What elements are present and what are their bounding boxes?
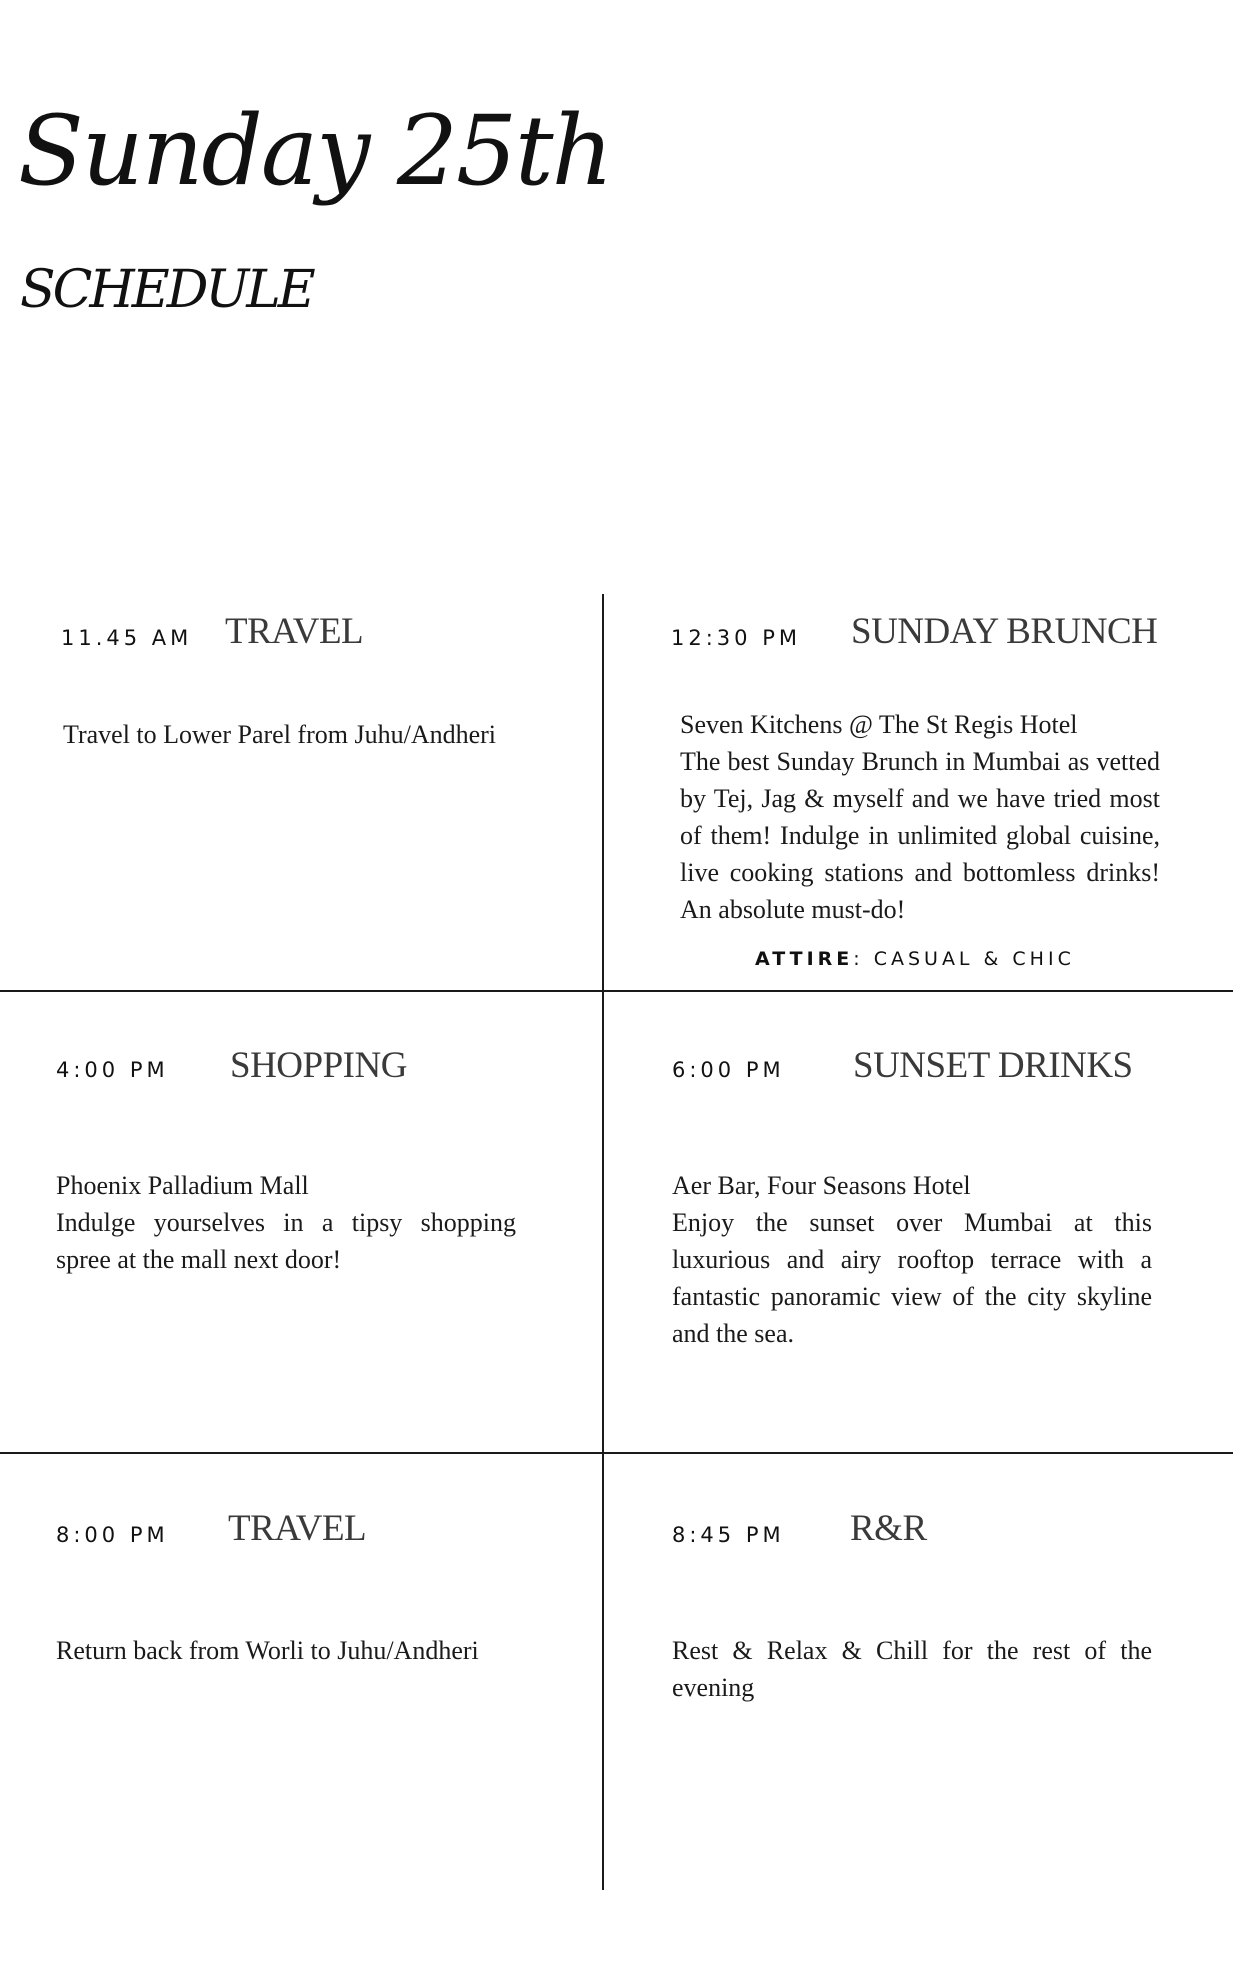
event-time: 4:00 PM (56, 1058, 169, 1082)
event-time: 8:45 PM (672, 1523, 785, 1547)
event-venue: Phoenix Palladium Mall (56, 1171, 309, 1200)
row-divider (0, 1452, 1233, 1454)
event-time: 11.45 AM (61, 626, 193, 650)
event-time: 8:00 PM (56, 1523, 169, 1547)
event-title: TRAVEL (225, 611, 364, 652)
event-description: Enjoy the sunset over Mumbai at this luxurious and airy rooftop terrace with a fantastic panoramic view of the city skyline and the sea. (672, 1208, 1152, 1348)
page-subtitle: SCHEDULE (20, 260, 313, 320)
attire-value: : CASUAL & CHIC (853, 948, 1075, 970)
event-venue: Seven Kitchens @ The St Regis Hotel (680, 710, 1078, 739)
attire-note (755, 947, 1075, 971)
event-description: Return back from Worli to Juhu/Andheri (56, 1636, 479, 1665)
event-description: Rest & Relax & Chill for the rest of the evening (672, 1636, 1152, 1702)
event-venue: Aer Bar, Four Seasons Hotel (672, 1171, 971, 1200)
event-title: SHOPPING (230, 1045, 407, 1086)
event-title: SUNDAY BRUNCH (851, 611, 1158, 652)
attire-label: ATTIRE (755, 948, 854, 970)
column-divider (602, 594, 604, 1890)
event-description: The best Sunday Brunch in Mumbai as vetted by Tej, Jag & myself and we have tried most of them! Indulge in unlimited global cuisine, live cooking stations and bottomless drinks! An absolute must-do! (680, 747, 1160, 924)
event-time: 12:30 PM (671, 626, 801, 650)
event-time: 6:00 PM (672, 1058, 785, 1082)
row-divider (0, 990, 1233, 992)
event-description: Indulge yourselves in a tipsy shopping spree at the mall next door! (56, 1208, 516, 1274)
event-description: Travel to Lower Parel from Juhu/Andheri (63, 720, 497, 749)
event-title: TRAVEL (228, 1508, 367, 1549)
event-title: SUNSET DRINKS (853, 1045, 1133, 1086)
event-title: R&R (850, 1508, 927, 1549)
page-title: Sunday 25th (18, 95, 612, 207)
